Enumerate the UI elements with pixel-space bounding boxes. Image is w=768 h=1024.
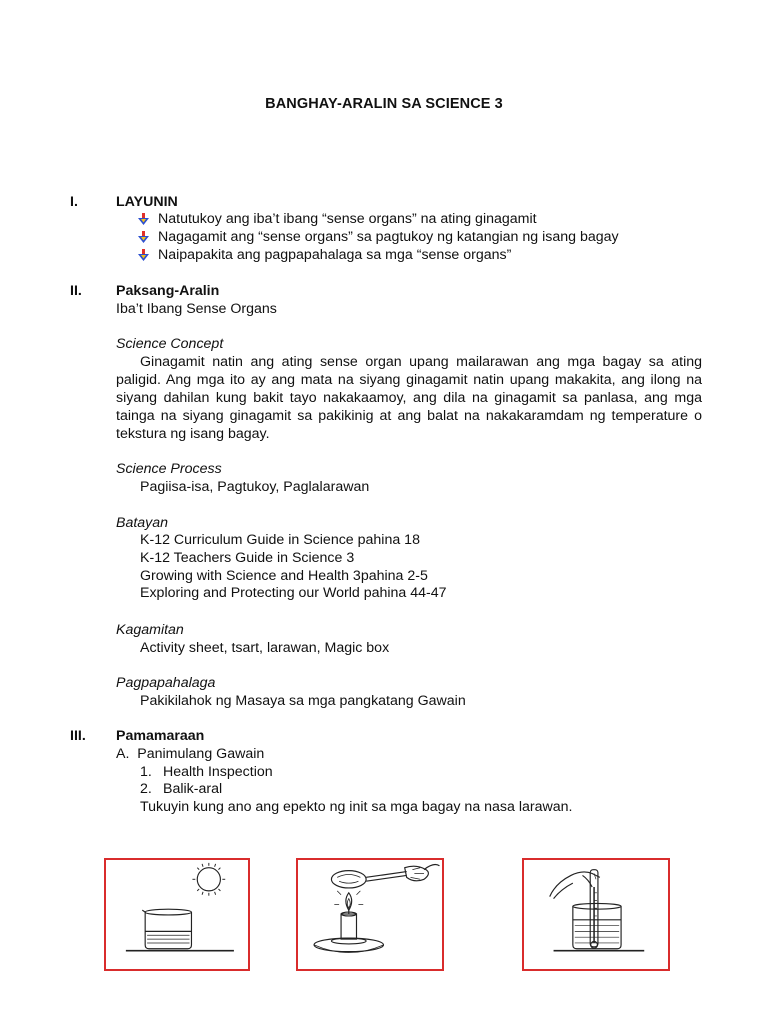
step-text: Health Inspection bbox=[163, 764, 273, 780]
science-concept-paragraph bbox=[116, 353, 702, 443]
objective-text: Naipapakita ang pagpapahalaga sa mga “sense organs” bbox=[158, 247, 512, 263]
pagpapahalaga-label: Pagpapahalaga bbox=[116, 675, 216, 691]
arrow-down-bullet-icon bbox=[138, 231, 149, 243]
science-concept-label: Science Concept bbox=[116, 336, 224, 352]
topic: Iba’t Ibang Sense Organs bbox=[116, 301, 277, 317]
pagpapahalaga-text: Pakikilahok ng Masaya sa mga pangkatang Gawain bbox=[140, 693, 466, 709]
section-heading: Pamamaraan bbox=[116, 728, 205, 744]
section-heading: LAYUNIN bbox=[116, 194, 178, 210]
figure-beaker-in-sun bbox=[104, 858, 250, 971]
concept-line: Ginagamit natin ang ating sense organ upang mailarawan ang mga bagay sa ating bbox=[140, 354, 702, 370]
arrow-down-bullet-icon bbox=[138, 213, 149, 225]
subsection-a: A. Panimulang Gawain bbox=[116, 746, 265, 762]
section-heading: Paksang-Aralin bbox=[116, 283, 220, 299]
objective-item bbox=[138, 229, 619, 245]
document-title: BANGHAY-ARALIN SA SCIENCE 3 bbox=[265, 96, 503, 112]
step-number: 1. bbox=[140, 764, 152, 780]
science-process-label: Science Process bbox=[116, 461, 222, 477]
step-text: Balik-aral bbox=[163, 781, 223, 797]
concept-line: tainga na siyang ginagamit sa pakikinig at ang balat na nakakaramdam ng temperature o bbox=[116, 408, 702, 424]
instruction-text: Tukuyin kung ano ang epekto ng init sa mga bagay na nasa larawan. bbox=[140, 799, 573, 815]
reference-item: Exploring and Protecting our World pahina 44-47 bbox=[140, 585, 447, 601]
reference-item: Growing with Science and Health 3pahina 2-5 bbox=[140, 568, 428, 584]
science-process-text: Pagiisa-isa, Pagtukoy, Paglalarawan bbox=[140, 479, 370, 495]
objective-text: Natutukoy ang iba’t ibang “sense organs” na ating ginagamit bbox=[158, 211, 537, 227]
kagamitan-text: Activity sheet, tsart, larawan, Magic box bbox=[140, 640, 390, 656]
concept-line: paligid. Ang mga ito ay ang mata na siyang ginagamit natin upang makakita, ang ilong na bbox=[116, 372, 702, 388]
beaker-sun-illustration bbox=[106, 860, 248, 969]
section-numeral: III. bbox=[70, 728, 86, 744]
arrow-down-bullet-icon bbox=[138, 249, 149, 261]
kagamitan-label: Kagamitan bbox=[116, 622, 184, 638]
thermometer-beaker-illustration bbox=[524, 860, 668, 969]
concept-line: tekstura ng isang bagay. bbox=[116, 426, 270, 442]
objective-item bbox=[138, 247, 511, 263]
reference-item: K-12 Curriculum Guide in Science pahina 18 bbox=[140, 532, 420, 548]
reference-item: K-12 Teachers Guide in Science 3 bbox=[140, 550, 355, 566]
step-number: 2. bbox=[140, 781, 152, 797]
section-numeral: II. bbox=[70, 283, 82, 299]
candle-spoon-illustration bbox=[298, 860, 442, 969]
figure-spoon-over-candle bbox=[296, 858, 444, 971]
objective-text: Nagagamit ang “sense organs” sa pagtukoy ng katangian ng isang bagay bbox=[158, 229, 619, 245]
section-numeral: I. bbox=[70, 194, 78, 210]
figure-thermometer-in-beaker bbox=[522, 858, 670, 971]
concept-line: siyang dahilan kung bakit tayo nakakaamoy, ang dila na ginagamit sa panlasa, ang mga bbox=[116, 390, 702, 406]
batayan-label: Batayan bbox=[116, 515, 169, 531]
objective-item bbox=[138, 211, 537, 227]
